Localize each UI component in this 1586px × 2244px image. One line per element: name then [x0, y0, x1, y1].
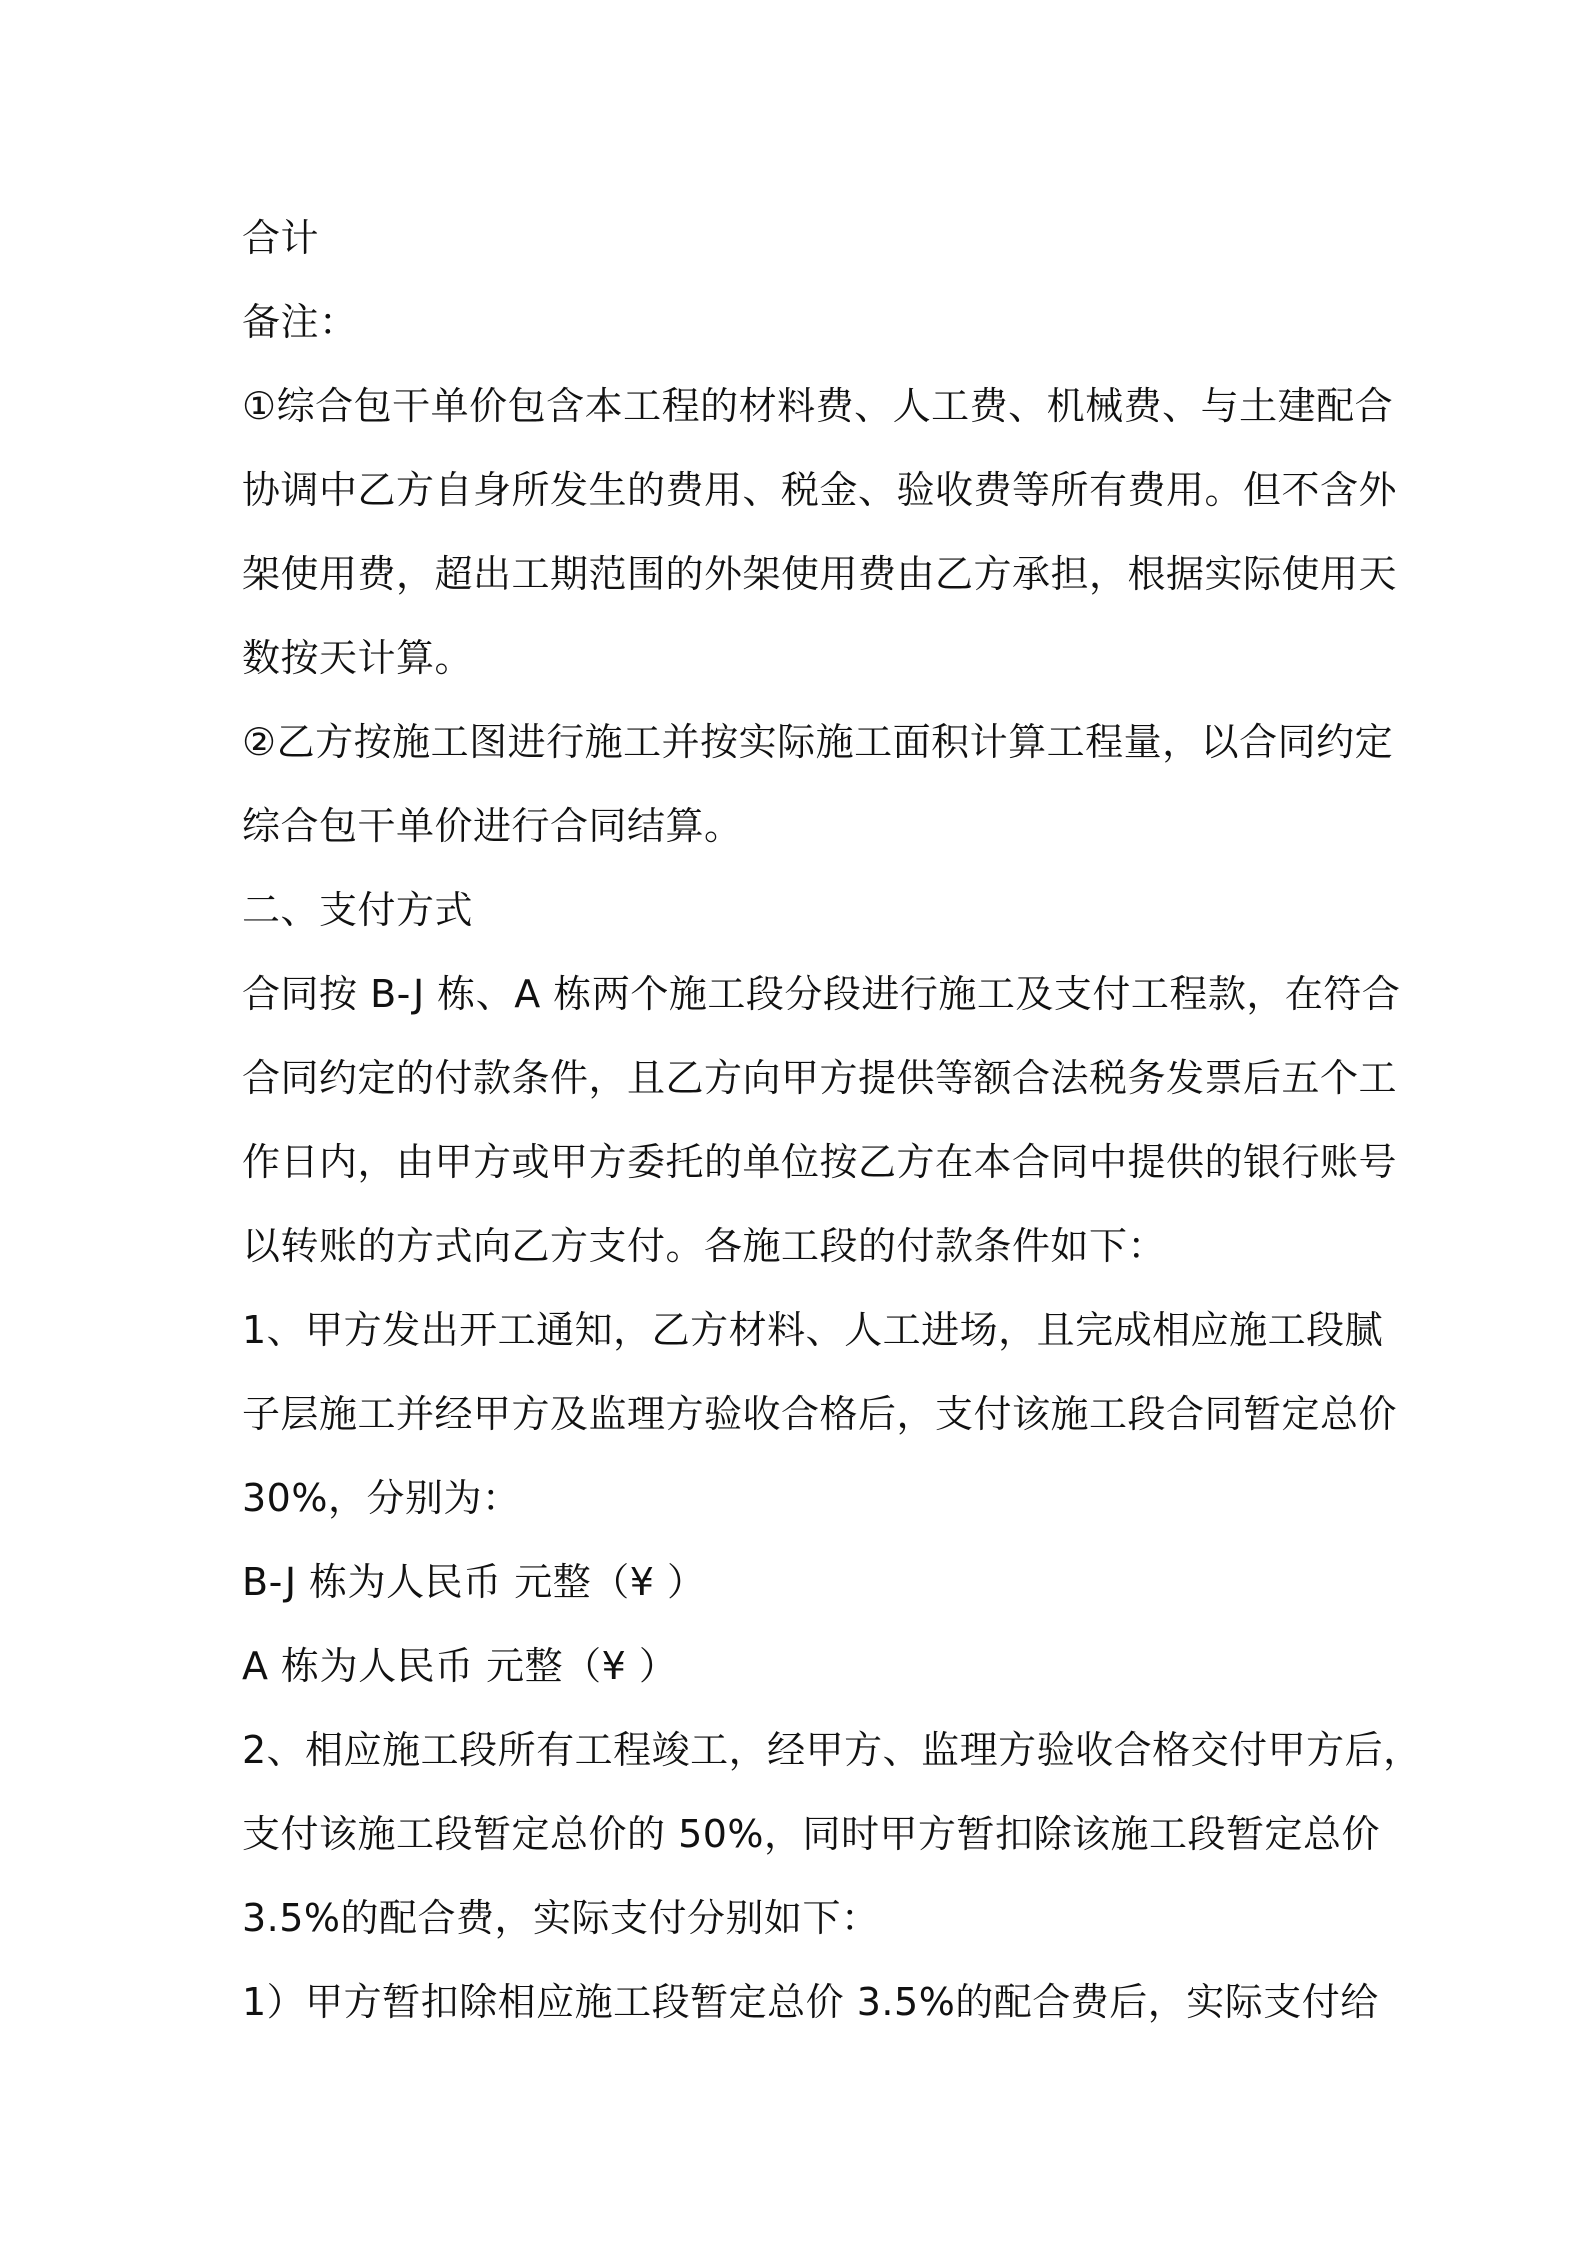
remark-2-line-1: ②乙方按施工图进行施工并按实际施工面积计算工程量，以合同约定	[242, 720, 1394, 764]
clause-2-line-1: 2、相应施工段所有工程竣工，经甲方、监理方验收合格交付甲方后，	[242, 1728, 1422, 1772]
payment-intro-line-3: 作日内，由甲方或甲方委托的单位按乙方在本合同中提供的银行账号	[242, 1140, 1398, 1184]
clause-2-sub-1-line-1: 1）甲方暂扣除相应施工段暂定总价 3.5%的配合费后，实际支付给	[242, 1980, 1379, 2024]
document-body	[242, 196, 1422, 2044]
clause-1-line-3: 30%，分别为：	[242, 1476, 521, 1520]
clause-1-amount-bj: B-J 栋为人民币 元整（¥ ）	[242, 1560, 706, 1604]
clause-2-line-3: 3.5%的配合费，实际支付分别如下：	[242, 1896, 880, 1940]
remark-1-line-2: 协调中乙方自身所发生的费用、税金、验收费等所有费用。但不含外	[242, 468, 1398, 512]
remark-1-line-3: 架使用费，超出工期范围的外架使用费由乙方承担，根据实际使用天	[242, 552, 1398, 596]
clause-1-line-1: 1、甲方发出开工通知，乙方材料、人工进场，且完成相应施工段腻	[242, 1308, 1384, 1352]
payment-intro-line-1: 合同按 B-J 栋、A 栋两个施工段分段进行施工及支付工程款，在符合	[242, 972, 1401, 1016]
total-heading: 合计	[242, 216, 320, 260]
remark-1-line-1: ①综合包干单价包含本工程的材料费、人工费、机械费、与土建配合	[242, 384, 1394, 428]
remark-1-line-4: 数按天计算。	[242, 636, 474, 680]
section-heading-payment-method: 二、支付方式	[242, 888, 474, 932]
clause-1-line-2: 子层施工并经甲方及监理方验收合格后，支付该施工段合同暂定总价	[242, 1392, 1398, 1436]
clause-2-line-2: 支付该施工段暂定总价的 50%，同时甲方暂扣除该施工段暂定总价	[242, 1812, 1381, 1856]
remark-2-line-2: 综合包干单价进行合同结算。	[242, 804, 743, 848]
remarks-heading: 备注：	[242, 300, 358, 344]
payment-intro-line-4: 以转账的方式向乙方支付。各施工段的付款条件如下：	[242, 1224, 1167, 1268]
clause-1-amount-a: A 栋为人民币 元整（¥ ）	[242, 1644, 678, 1688]
payment-intro-line-2: 合同约定的付款条件，且乙方向甲方提供等额合法税务发票后五个工	[242, 1056, 1398, 1100]
